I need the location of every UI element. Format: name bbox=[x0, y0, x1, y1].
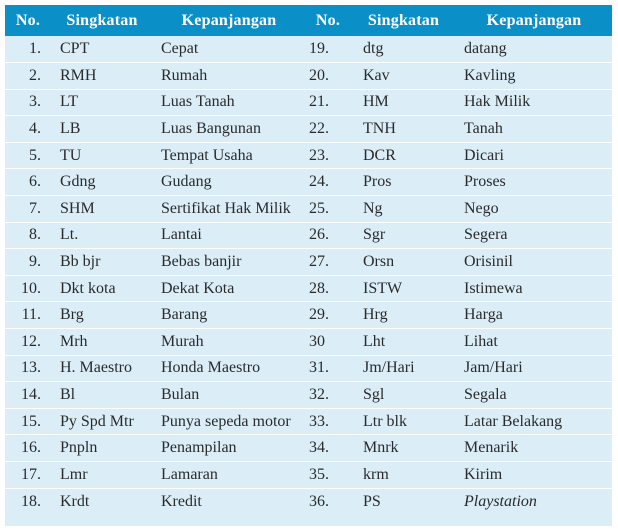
expansion-left: Luas Tanah bbox=[161, 93, 235, 111]
row-number-right: 30 bbox=[309, 332, 325, 350]
abbreviation-right: Sgl bbox=[363, 386, 385, 404]
expansion-right: Tanah bbox=[464, 120, 503, 138]
row-number-left: 5. bbox=[29, 146, 41, 164]
abbreviation-right: ISTW bbox=[363, 279, 403, 297]
expansion-left: Bebas banjir bbox=[161, 253, 242, 271]
row-number-right: 28. bbox=[309, 279, 329, 297]
expansion-right: Lihat bbox=[464, 332, 498, 350]
abbreviation-right: HM bbox=[363, 93, 389, 111]
expansion-right: datang bbox=[464, 40, 507, 58]
abbreviation-left: Dkt kota bbox=[60, 279, 116, 297]
abbreviation-right: Orsn bbox=[363, 253, 395, 271]
row-number-left: 17. bbox=[21, 465, 41, 483]
abbreviation-left: Gdng bbox=[60, 173, 96, 191]
header-kepanjangan-left: Kepanjangan bbox=[181, 11, 277, 29]
abbreviation-right: dtg bbox=[363, 40, 384, 58]
abbreviation-right: Jm/Hari bbox=[363, 359, 415, 377]
row-number-right: 20. bbox=[309, 66, 329, 84]
header-no-right: No. bbox=[315, 11, 341, 29]
table-row bbox=[5, 116, 612, 143]
expansion-left: Lantai bbox=[161, 226, 202, 244]
table-row bbox=[5, 462, 612, 489]
abbreviation-left: LB bbox=[60, 120, 81, 138]
row-number-right: 21. bbox=[309, 93, 329, 111]
abbreviation-right: Kav bbox=[363, 66, 390, 84]
row-number-left: 16. bbox=[21, 439, 41, 457]
row-number-left: 4. bbox=[29, 120, 41, 138]
abbreviation-table bbox=[5, 5, 612, 515]
expansion-right: Nego bbox=[464, 199, 499, 217]
row-number-right: 35. bbox=[309, 465, 329, 483]
row-number-left: 7. bbox=[29, 199, 41, 217]
row-number-right: 23. bbox=[309, 146, 329, 164]
abbreviation-right: Sgr bbox=[363, 226, 386, 244]
table-row bbox=[5, 435, 612, 462]
table-row bbox=[5, 382, 612, 409]
table-header bbox=[5, 5, 612, 36]
expansion-right: Kirim bbox=[464, 465, 503, 483]
abbreviation-right: TNH bbox=[363, 120, 396, 138]
abbreviation-left: Pnpln bbox=[60, 439, 98, 457]
abbreviation-left: Lmr bbox=[60, 465, 88, 483]
table-row bbox=[5, 89, 612, 116]
abbreviation-right: krm bbox=[363, 465, 389, 483]
expansion-left: Bulan bbox=[161, 386, 200, 404]
abbreviation-left: RMH bbox=[60, 66, 97, 84]
expansion-left: Murah bbox=[161, 332, 204, 350]
expansion-left: Sertifikat Hak Milik bbox=[161, 199, 291, 217]
expansion-right: Segala bbox=[464, 386, 507, 404]
abbreviation-left: Brg bbox=[60, 306, 84, 324]
table-row bbox=[5, 63, 612, 90]
abbreviation-right: Ltr blk bbox=[363, 412, 407, 430]
expansion-left: Luas Bangunan bbox=[161, 120, 261, 138]
expansion-left: Gudang bbox=[161, 173, 212, 191]
row-number-left: 13. bbox=[21, 359, 41, 377]
expansion-left: Barang bbox=[161, 306, 208, 324]
row-number-right: 34. bbox=[309, 439, 329, 457]
row-number-left: 15. bbox=[21, 412, 41, 430]
table-row bbox=[5, 302, 612, 329]
header-no-left: No. bbox=[15, 11, 41, 29]
expansion-left: Rumah bbox=[161, 66, 208, 84]
table-row bbox=[5, 329, 612, 356]
row-number-right: 24. bbox=[309, 173, 329, 191]
row-number-right: 22. bbox=[309, 120, 329, 138]
abbreviation-right: Hrg bbox=[363, 306, 388, 324]
expansion-left: Penampilan bbox=[161, 439, 237, 457]
row-number-left: 3. bbox=[29, 93, 41, 111]
expansion-right: Menarik bbox=[464, 439, 519, 457]
expansion-right: Proses bbox=[464, 173, 506, 191]
abbreviation-right: Lht bbox=[363, 332, 386, 350]
row-number-left: 6. bbox=[29, 173, 41, 191]
expansion-left: Kredit bbox=[161, 492, 202, 510]
abbreviation-left: Lt. bbox=[60, 226, 79, 244]
table-row bbox=[5, 169, 612, 196]
abbreviation-left: Mrh bbox=[60, 332, 88, 350]
row-number-left: 11. bbox=[21, 306, 41, 324]
abbreviation-left: LT bbox=[60, 93, 79, 111]
expansion-right: Harga bbox=[464, 306, 503, 324]
abbreviation-left: TU bbox=[60, 146, 82, 164]
expansion-right: Jam/Hari bbox=[464, 359, 523, 377]
expansion-left: Cepat bbox=[161, 40, 199, 58]
expansion-right: Orisinil bbox=[464, 253, 513, 271]
expansion-right: Latar Belakang bbox=[464, 412, 563, 430]
abbreviation-left: SHM bbox=[60, 199, 95, 217]
expansion-right: Kavling bbox=[464, 66, 516, 84]
abbreviation-table-container bbox=[5, 5, 612, 526]
abbreviation-left: Bb bjr bbox=[60, 253, 101, 271]
table-row bbox=[5, 249, 612, 276]
table-row bbox=[5, 275, 612, 302]
row-number-right: 19. bbox=[309, 40, 329, 58]
table-row bbox=[5, 196, 612, 223]
row-number-left: 1. bbox=[29, 40, 41, 58]
row-number-left: 12. bbox=[21, 332, 41, 350]
abbreviation-right: DCR bbox=[363, 146, 396, 164]
table-row bbox=[5, 142, 612, 169]
table-row bbox=[5, 222, 612, 249]
abbreviation-right: Mnrk bbox=[363, 439, 399, 457]
header-row bbox=[5, 5, 612, 36]
expansion-left: Dekat Kota bbox=[161, 279, 235, 297]
row-number-right: 25. bbox=[309, 199, 329, 217]
table-row bbox=[5, 355, 612, 382]
table-row bbox=[5, 408, 612, 435]
row-number-right: 33. bbox=[309, 412, 329, 430]
table-row bbox=[5, 488, 612, 515]
abbreviation-right: Ng bbox=[363, 199, 383, 217]
expansion-right: Hak Milik bbox=[464, 93, 531, 111]
header-kepanjangan-right: Kepanjangan bbox=[486, 11, 582, 29]
row-number-right: 32. bbox=[309, 386, 329, 404]
abbreviation-left: CPT bbox=[60, 40, 90, 58]
expansion-left: Punya sepeda motor bbox=[161, 412, 291, 430]
row-number-right: 29. bbox=[309, 306, 329, 324]
row-number-left: 2. bbox=[29, 66, 41, 84]
row-number-left: 14. bbox=[21, 386, 41, 404]
abbreviation-right: Pros bbox=[363, 173, 392, 191]
expansion-left: Honda Maestro bbox=[161, 359, 261, 377]
expansion-right: Playstation bbox=[464, 492, 537, 510]
table-body bbox=[5, 36, 612, 515]
abbreviation-left: Py Spd Mtr bbox=[60, 412, 134, 430]
table-row bbox=[5, 36, 612, 63]
expansion-right: Segera bbox=[464, 226, 508, 244]
abbreviation-left: Krdt bbox=[60, 492, 90, 510]
abbreviation-left: Bl bbox=[60, 386, 76, 404]
row-number-right: 36. bbox=[309, 492, 329, 510]
abbreviation-right: PS bbox=[363, 492, 381, 510]
expansion-right: Dicari bbox=[464, 146, 504, 164]
row-number-left: 18. bbox=[21, 492, 41, 510]
expansion-left: Tempat Usaha bbox=[161, 146, 253, 164]
row-number-left: 8. bbox=[29, 226, 41, 244]
row-number-left: 10. bbox=[21, 279, 41, 297]
row-number-right: 31. bbox=[309, 359, 329, 377]
row-number-right: 26. bbox=[309, 226, 329, 244]
expansion-right: Istimewa bbox=[464, 279, 523, 297]
expansion-left: Lamaran bbox=[161, 465, 218, 483]
row-number-right: 27. bbox=[309, 253, 329, 271]
header-singkatan-left: Singkatan bbox=[66, 11, 138, 29]
abbreviation-left: H. Maestro bbox=[60, 359, 132, 377]
row-number-left: 9. bbox=[29, 253, 41, 271]
header-singkatan-right: Singkatan bbox=[367, 11, 440, 29]
